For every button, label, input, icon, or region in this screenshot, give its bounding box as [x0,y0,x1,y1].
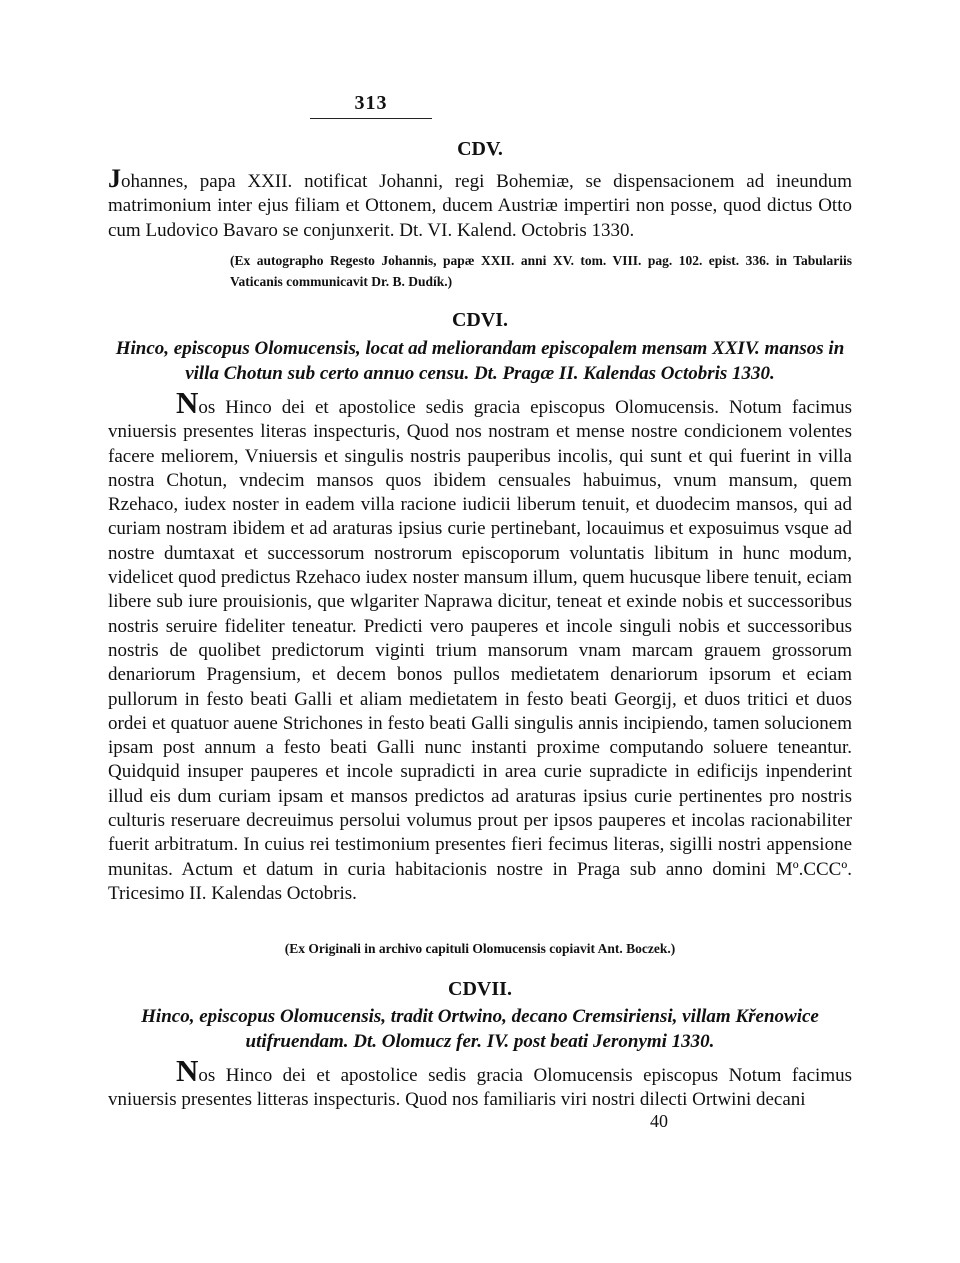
document-text-cdv [108,164,852,243]
source-note-cdv: (Ex autographo Regesto Johannis, papæ XXII. anni XV. tom. VIII. pag. 102. epist. 336. in Tabulariis Vaticanis communicavit Dr. B. Dudík.) [230,253,852,289]
signature-mark: 40 [650,1111,668,1131]
document-heading-cdv: CDV. [457,138,503,160]
document-heading-cdvi: CDVI. [451,309,509,331]
initial-letter: J [108,164,121,193]
document-text-cdvii-body: os Hinco dei et apostolice sedis gracia Olomucensis episcopus Notum facimus vniuersis presentes litteras inspecturis. Quod nos familiaris viri nostri dilecti Ortwini decani [108,1065,852,1111]
source-note-cdvi: (Ex Originali in archivo capituli Olomucensis copiavit Ant. Boczek.) [284,941,676,956]
document-text-cdvii [108,1053,852,1113]
header-rule [310,118,432,119]
document-text-cdvi-body: os Hinco dei et apostolice sedis gracia episcopus Olomucensis. Notum facimus vniuersis presentes literas inspecturis, Quod nos nostram et mense nostre condicionem volentes facere meliorem, Vniuersis et singulis nostris pauperibus incolis, qui sunt et qui fuerint in villa nostra Chotun, vndecim mansos quos ibidem censuales habuimus, vnum mansum, quem Rzehaco, iudex noster in eadem villa racione iudicii liberum tenuit, et duodecim mansos, qui ad curiam nostram ibidem et ad araturas ipsius curie pertinebant, locauimus et exposuimus vsque ad nostre dumtaxat et successorum nostrorum episcoporum voluntatis libitum in hunc modum, videlicet quod predictus Rzehaco iudex noster mansum illum, quem hucusque libere tenuit, eciam libere sub iure prouisionis, que wlgariter Naprawa dicitur, teneat et exinde nobis et successoribus nostris seruire fideliter teneatur. Predicti vero pauperes et incole singuli nobis et successoribus nostris de quolibet predictorum viginti trium mansorum vnam marcam grauem grossorum denariorum Pragensium, et decem bonos pullos medietatem denariorum ipsorum et eciam pullorum in festo beati Galli et aliam medietatem in festo beati Georgij, et duos tritici et duos ordei et quatuor auene Strichones in festo beati Galli singulis annis incipiendo, tamen solucionem ipsam post annum a festo beati Galli nunc instanti proxime computando soluere teneantur. Quidquid insuper pauperes et incole supradicti in area curie supradicte in edificijs inpenderint illud eis dum curiam ipsam et mansos predictos ad araturas ipsius curie pertinentes pro nostris culturis reseruare decreuimus persolui volumus prout per ipsos pauperes et incolas racionabiliter fuerit arbitratum. In cuius rei testimonium presentes fieri fecimus literas, sigilli nostri appensione munitas. Actum et datum in curia habitacionis nostre in Praga sub anno domini Mº.CCCº. Tricesimo II. Kalendas Octobris. [108,397,852,904]
regest-summary-cdvi: Hinco, episcopus Olomucensis, locat ad meliorandam episcopalem mensam XXIV. mansos in villa Chotun sub certo annuo censu. Dt. Pragæ II. Kalendas Octobris 1330. [115,338,845,384]
initial-letter: N [176,385,199,420]
regest-summary-cdvii: Hinco, episcopus Olomucensis, tradit Ortwino, decano Cremsiriensi, villam Křenowice utifruendam. Dt. Olomucz fer. IV. post beati Jeronymi 1330. [141,1006,819,1052]
page-number: 313 [354,92,388,114]
document-heading-cdvii: CDVII. [448,978,512,1000]
initial-letter: N [176,1053,199,1088]
document-text-cdvi [108,385,852,906]
document-text-cdv-body: ohannes, papa XXII. notificat Johanni, regi Bohemiæ, se dispensacionem ad ineundum matrimonium inter ejus filiam et Ottonem, ducem Austriæ impertiri non posse, quod dictus Otto cum Ludovico Bavaro se conjunxerit. Dt. VI. Kalend. Octobris 1330. [108,171,852,241]
